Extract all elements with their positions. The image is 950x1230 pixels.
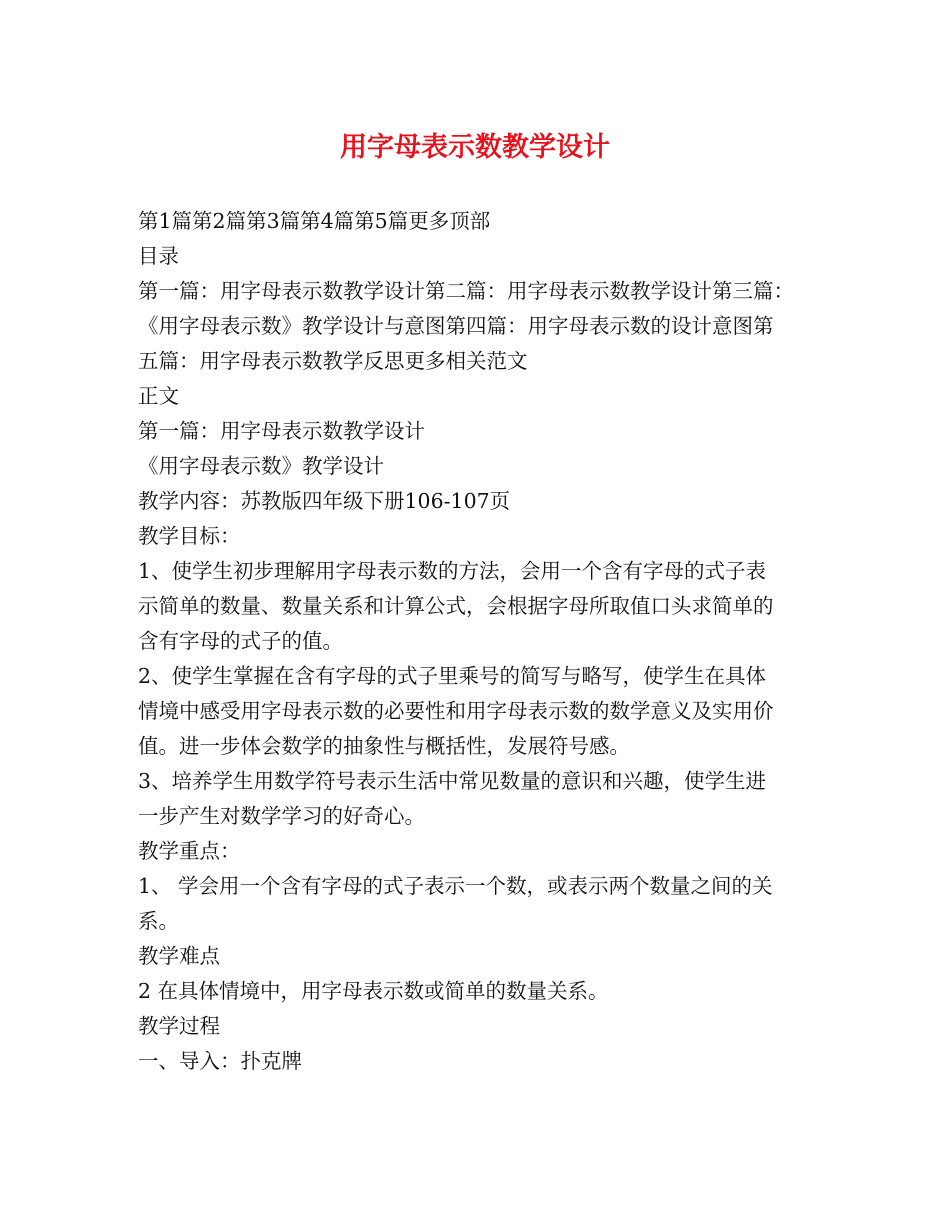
paragraph-line: 2、使学生掌握在含有字母的式子里乘号的简写与略写，使学生在具体 (138, 664, 767, 688)
nav-links-line: 第1篇第2篇第3篇第4篇第5篇更多顶部 (138, 209, 491, 233)
paragraph-line: 1、 学会用一个含有字母的式子表示一个数，或表示两个数量之间的关 (138, 874, 773, 898)
paragraph-line: 1、使学生初步理解用字母表示数的方法，会用一个含有字母的式子表 (138, 559, 767, 583)
section-heading-difficulties: 教学难点 (138, 944, 220, 968)
section-heading-key-points: 教学重点： (138, 839, 241, 863)
paragraph-line: 情境中感受用字母表示数的必要性和用字母表示数的数学意义及实用价 (138, 699, 774, 723)
paragraph-line: 一步产生对数学学习的好奇心。 (138, 804, 425, 828)
body-heading: 正文 (138, 384, 179, 408)
paragraph-line: 系。 (138, 909, 179, 933)
article-heading: 第一篇：用字母表示数教学设计 (138, 419, 425, 443)
paragraph-line: 示简单的数量、数量关系和计算公式，会根据字母所取值口头求简单的 (138, 594, 774, 618)
paragraph-line: 2 在具体情境中，用字母表示数或简单的数量关系。 (138, 979, 609, 1003)
document-title: 用字母表示数教学设计 (340, 132, 610, 163)
section-heading-objectives: 教学目标： (138, 524, 241, 548)
paragraph-line: 值。进一步体会数学的抽象性与概括性，发展符号感。 (138, 734, 630, 758)
toc-heading: 目录 (138, 244, 179, 268)
toc-line: 《用字母表示数》教学设计与意图第四篇：用字母表示数的设计意图第 (138, 314, 774, 338)
document-body (138, 204, 828, 1079)
toc-line: 五篇：用字母表示数教学反思更多相关范文 (138, 349, 528, 373)
section-heading-process: 教学过程 (138, 1014, 220, 1038)
teaching-content-line: 教学内容：苏教版四年级下册106-107页 (138, 489, 511, 513)
paragraph-line: 3、培养学生用数学符号表示生活中常见数量的意识和兴趣，使学生进 (138, 769, 767, 793)
paragraph-line: 含有字母的式子的值。 (138, 629, 343, 653)
article-subtitle: 《用字母表示数》教学设计 (138, 454, 384, 478)
paragraph-line: 一、导入：扑克牌 (138, 1049, 302, 1073)
toc-line: 第一篇：用字母表示数教学设计第二篇：用字母表示数教学设计第三篇： (138, 279, 794, 303)
